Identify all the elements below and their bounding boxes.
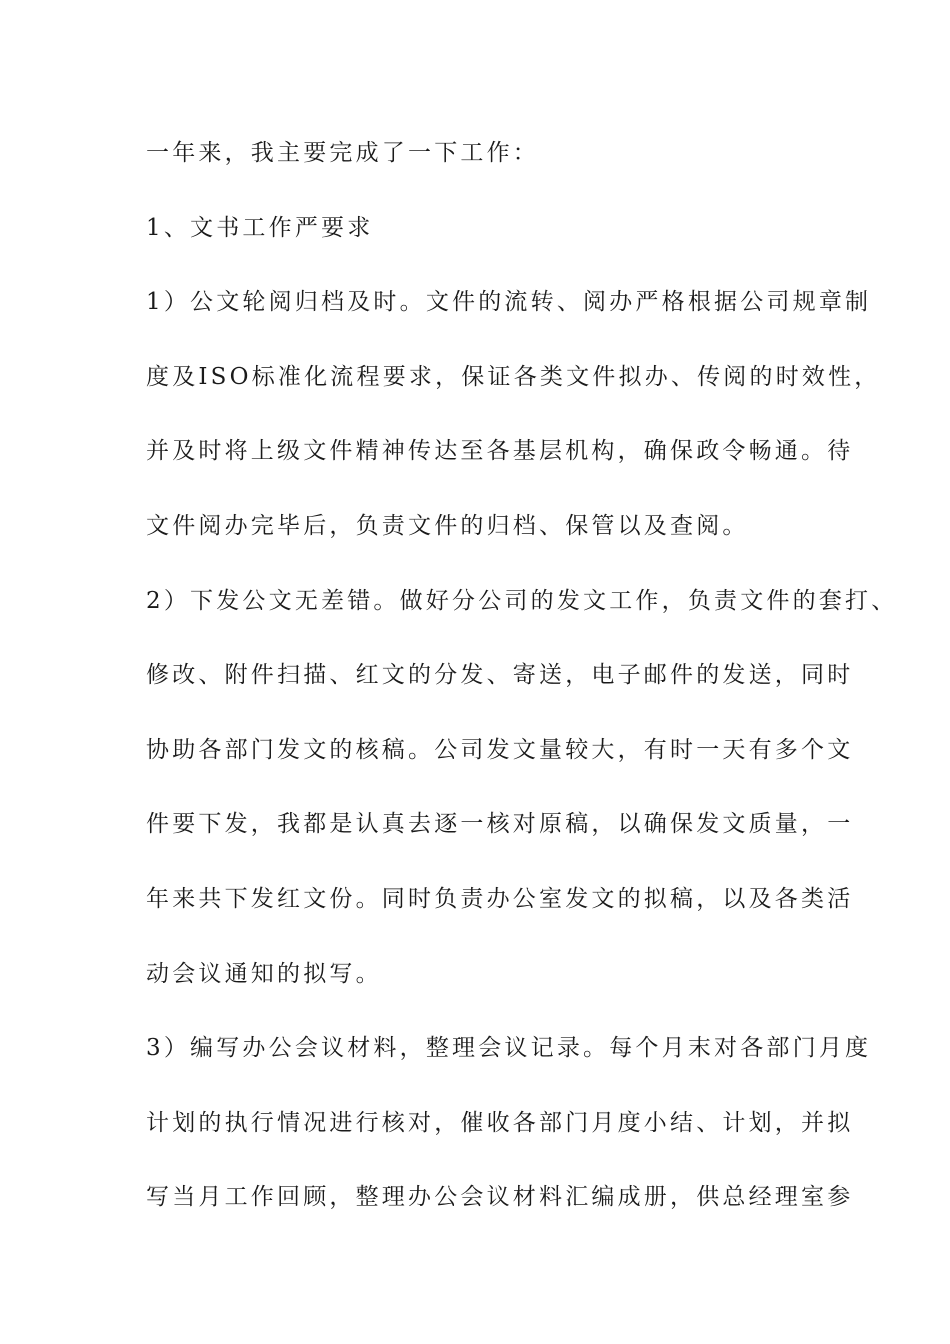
section-heading: 1、文书工作严要求 bbox=[146, 214, 374, 241]
document-body bbox=[146, 128, 898, 1247]
paragraph-line: 度及ISO标准化流程要求，保证各类文件拟办、传阅的时效性， bbox=[146, 363, 881, 390]
paragraph-line: 件要下发，我都是认真去逐一核对原稿，以确保发文质量，一 bbox=[146, 811, 854, 838]
intro-line: 一年来，我主要完成了一下工作： bbox=[146, 140, 539, 166]
paragraph-line: 1）公文轮阅归档及时。文件的流转、阅办严格根据公司规章制 bbox=[146, 289, 872, 316]
paragraph-line: 年来共下发红文份。同时负责办公室发文的拟稿，以及各类活 bbox=[146, 885, 854, 912]
paragraph-line: 协助各部门发文的核稿。公司发文量较大，有时一天有多个文 bbox=[146, 736, 854, 763]
paragraph-line: 2）下发公文无差错。做好分公司的发文工作，负责文件的套打、 bbox=[146, 587, 898, 614]
paragraph-line: 动会议通知的拟写。 bbox=[146, 960, 382, 987]
paragraph-line: 计划的执行情况进行核对，催收各部门月度小结、计划，并拟 bbox=[146, 1109, 854, 1136]
paragraph-line: 3）编写办公会议材料，整理会议记录。每个月末对各部门月度 bbox=[146, 1035, 872, 1062]
paragraph-line: 并及时将上级文件精神传达至各基层机构，确保政令畅通。待 bbox=[146, 438, 854, 465]
paragraph-line: 写当月工作回顾，整理办公会议材料汇编成册，供总经理室参 bbox=[146, 1184, 854, 1211]
paragraph-line: 文件阅办完毕后，负责文件的归档、保管以及查阅。 bbox=[146, 512, 749, 539]
paragraph-line: 修改、附件扫描、红文的分发、寄送，电子邮件的发送，同时 bbox=[146, 662, 854, 689]
